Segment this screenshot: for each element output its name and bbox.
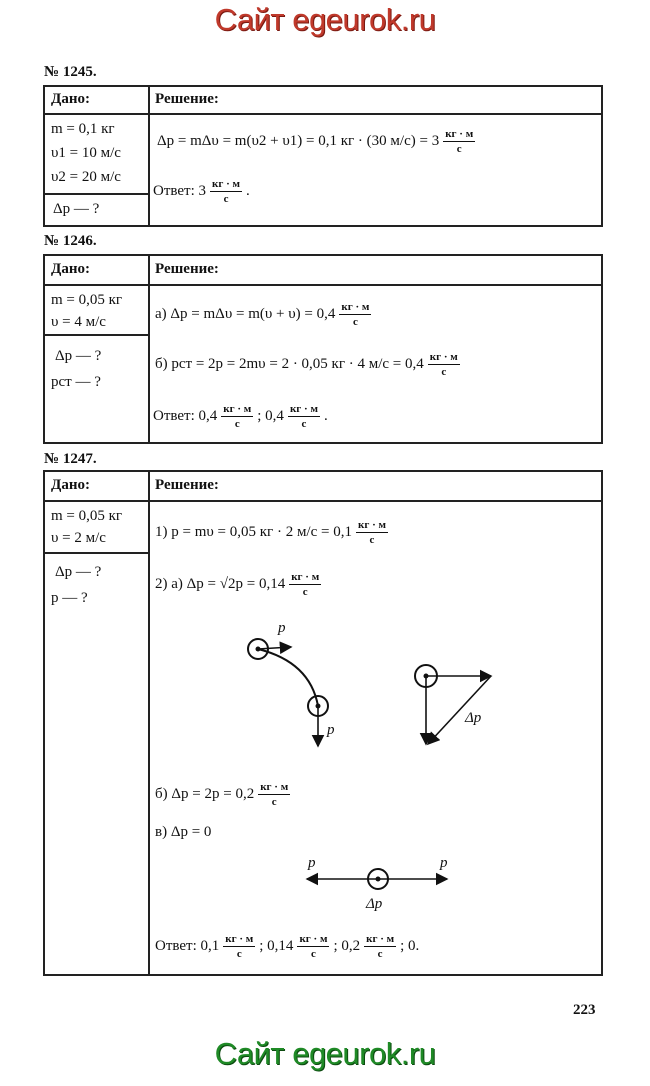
find-line: pст — ? — [51, 374, 101, 390]
delta-p-label: Δp — [465, 710, 482, 726]
vector-label: p⃗ — [440, 855, 460, 871]
unit-fraction: $\frac{кг \cdot м}{с}$ — [366, 933, 395, 960]
equation-2b: б) Δp = 2p = 0,2 $\frac{кг \cdot м}{с}$ — [155, 781, 289, 808]
problem-table-1246 — [43, 254, 603, 444]
unit-fraction: $\frac{кг \cdot м}{с}$ — [429, 351, 458, 378]
find-line: Δp — ? — [53, 201, 100, 217]
solution-header: Решение: — [155, 477, 219, 493]
site-watermark-bottom: Сайт egeurok.ru — [214, 1036, 436, 1071]
given-line: υ1 = 10 м/с — [51, 145, 121, 161]
equation-2a: 2) а) Δp = √2p = 0,14 $\frac{кг \cdot м}{с}$ — [155, 571, 320, 598]
page-number: 223 — [573, 1002, 596, 1018]
given-line: υ = 2 м/с — [51, 530, 106, 546]
find-line: p — ? — [51, 590, 88, 606]
unit-fraction: $\frac{кг \cdot м}{с}$ — [357, 519, 386, 546]
unit-fraction: $\frac{кг \cdot м}{с}$ — [223, 403, 252, 430]
unit-fraction: $\frac{кг \cdot м}{с}$ — [212, 178, 241, 205]
given-line: υ = 4 м/с — [51, 314, 106, 330]
problem-number-1245: № 1245. — [44, 64, 97, 80]
given-line: m = 0,05 кг — [51, 292, 123, 308]
unit-fraction: $\frac{кг \cdot м}{с}$ — [260, 781, 289, 808]
problem-number-1247: № 1247. — [44, 451, 97, 467]
find-line: Δp — ? — [55, 564, 102, 580]
equation-b: б) pст = 2p = 2mυ = 2 · 0,05 кг · 4 м/с = 0,4 $\frac{кг \cdot м}{с}$ — [155, 351, 458, 378]
unit-fraction: $\frac{кг \cdot м}{с}$ — [445, 128, 474, 155]
equation: Δp = mΔυ = m(υ2 + υ1) = 0,1 кг · (30 м/с) = 3 $\frac{кг \cdot м}{с}$ — [157, 128, 474, 155]
unit-fraction: $\frac{кг \cdot м}{с}$ — [291, 571, 320, 598]
given-line: υ2 = 20 м/с — [51, 169, 121, 185]
given-header: Дано: — [51, 477, 90, 493]
vector-label: p⃗ — [327, 722, 347, 738]
answer-line: Ответ: 0,4 $\frac{кг \cdot м}{с}$ ; 0,4 $\frac{кг \cdot м}{с}$ . — [153, 403, 328, 430]
unit-fraction: $\frac{кг \cdot м}{с}$ — [225, 933, 254, 960]
equation-2c: в) Δp = 0 — [155, 824, 212, 840]
given-header: Дано: — [51, 91, 90, 107]
delta-p-label: Δp — [366, 896, 383, 912]
momentum-diagram-c — [45, 472, 605, 978]
given-line: m = 0,05 кг — [51, 508, 123, 524]
site-watermark-top: Сайт egeurok.ru — [214, 2, 436, 37]
vector-label: p⃗ — [278, 620, 298, 636]
answer-line: Ответ: 0,1 $\frac{кг \cdot м}{с}$ ; 0,14 $\frac{кг \cdot м}{с}$ ; 0,2 $\frac{кг \cdot м}{с}$ ; 0. — [155, 933, 420, 960]
equation-a: а) Δp = mΔυ = m(υ + υ) = 0,4 $\frac{кг \cdot м}{с}$ — [155, 301, 370, 328]
solution-header: Решение: — [155, 91, 219, 107]
find-line: Δp — ? — [55, 348, 102, 364]
problem-table-1247 — [43, 470, 603, 976]
given-header: Дано: — [51, 261, 90, 277]
solution-header: Решение: — [155, 261, 219, 277]
unit-fraction: $\frac{кг \cdot м}{с}$ — [299, 933, 328, 960]
answer-line: Ответ: 3 $\frac{кг \cdot м}{с}$ . — [153, 178, 250, 205]
problem-number-1246: № 1246. — [44, 233, 97, 249]
given-line: m = 0,1 кг — [51, 121, 115, 137]
equation-1: 1) p = mυ = 0,05 кг · 2 м/с = 0,1 $\frac{кг \cdot м}{с}$ — [155, 519, 386, 546]
problem-table-1245 — [43, 85, 603, 227]
unit-fraction: $\frac{кг \cdot м}{с}$ — [341, 301, 370, 328]
vector-label: p⃗ — [308, 855, 328, 871]
unit-fraction: $\frac{кг \cdot м}{с}$ — [289, 403, 318, 430]
